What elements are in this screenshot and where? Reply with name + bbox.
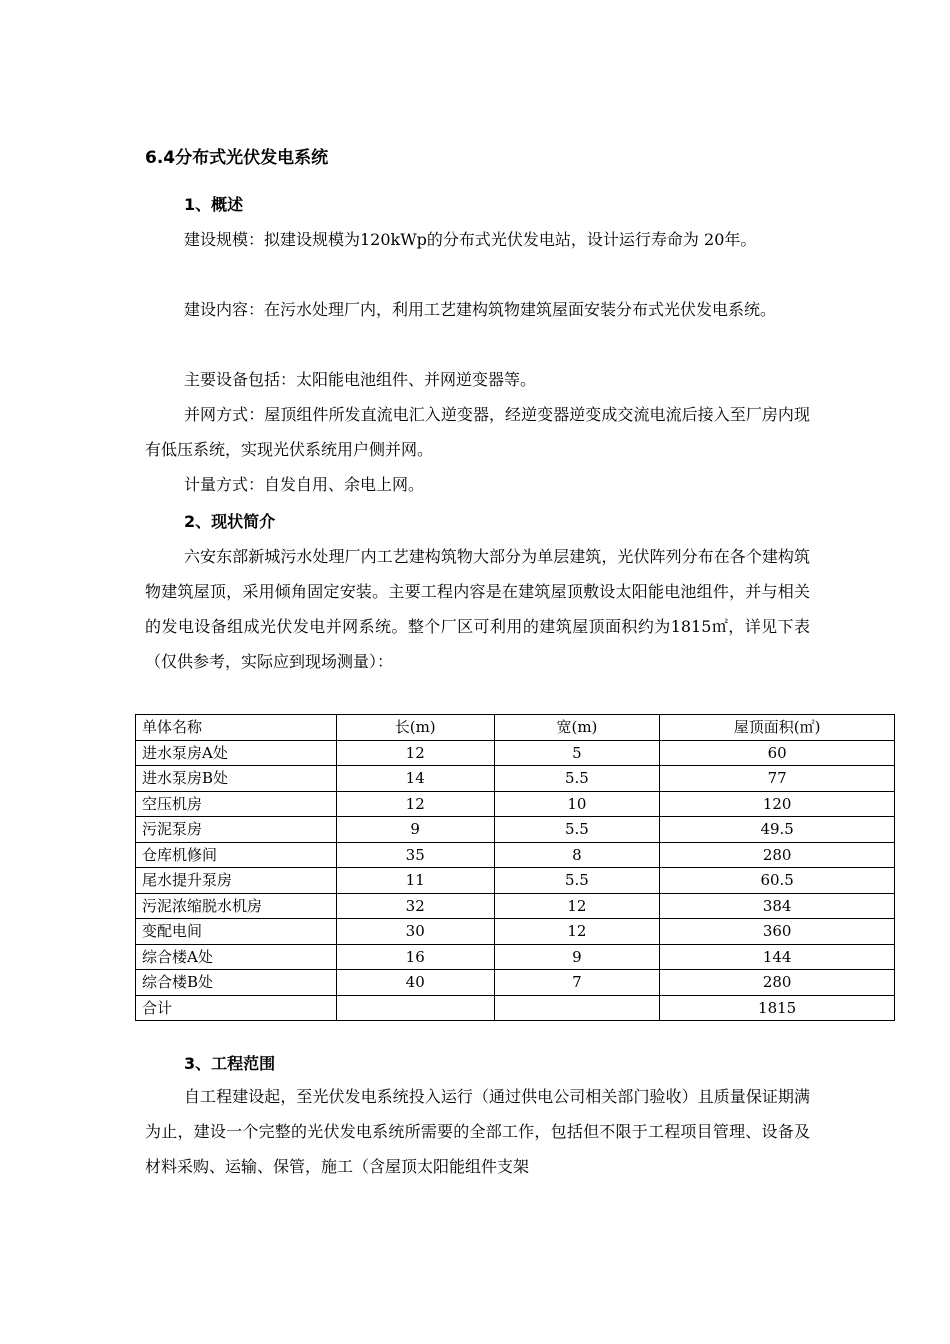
table-cell: 5.5 [494, 766, 660, 792]
table-cell: 280 [660, 970, 895, 996]
table-cell: 综合楼B处 [136, 970, 337, 996]
section-title: 6.4分布式光伏发电系统 [145, 148, 329, 168]
table-cell: 污泥泵房 [136, 817, 337, 843]
overview-equipment-paragraph: 主要设备包括：太阳能电池组件、并网逆变器等。 [184, 370, 537, 389]
overview-metering-paragraph: 计量方式：自发自用、余电上网。 [184, 475, 425, 494]
table-row [136, 893, 895, 919]
table-row [136, 919, 895, 945]
overview-content-paragraph: 建设内容：在污水处理厂内，利用工艺建构筑物建筑屋面安装分布式光伏发电系统。 [184, 300, 777, 319]
table-header-cell: 宽(m) [494, 715, 660, 741]
table-cell: 10 [494, 791, 660, 817]
table-cell: 综合楼A处 [136, 944, 337, 970]
scope-heading: 3、工程范围 [184, 1054, 276, 1073]
table-row [136, 766, 895, 792]
table-cell: 变配电间 [136, 919, 337, 945]
table-cell: 120 [660, 791, 895, 817]
table-cell: 空压机房 [136, 791, 337, 817]
table-row [136, 944, 895, 970]
table-cell: 40 [336, 970, 494, 996]
overview-scale-paragraph: 建设规模：拟建设规模为120kWp的分布式光伏发电站，设计运行寿命为 20年。 [184, 230, 757, 249]
table-header-cell: 屋顶面积(㎡) [660, 715, 895, 741]
table-cell [336, 995, 494, 1021]
table-cell: 11 [336, 868, 494, 894]
table-cell: 9 [336, 817, 494, 843]
table-cell: 8 [494, 842, 660, 868]
table-cell: 144 [660, 944, 895, 970]
status-heading: 2、现状简介 [184, 512, 276, 531]
overview-grid-paragraph: 并网方式：屋顶组件所发直流电汇入逆变器，经逆变器逆变成交流电流后接入至厂房内现有低压系统，实现光伏系统用户侧并网。 [145, 405, 810, 459]
table-row [136, 868, 895, 894]
table-cell: 280 [660, 842, 895, 868]
table-cell: 5.5 [494, 868, 660, 894]
table-cell: 5.5 [494, 817, 660, 843]
table-header-cell: 长(m) [336, 715, 494, 741]
status-paragraph: 六安东部新城污水处理厂内工艺建构筑物大部分为单层建筑，光伏阵列分布在各个建构筑物建筑屋顶，采用倾角固定安装。主要工程内容是在建筑屋顶敷设太阳能电池组件，并与相关的发电设备组成光伏发电并网系统。整个厂区可利用的建筑屋顶面积约为1815㎡，详见下表（仅供参考，实际应到现场测量）： [145, 547, 810, 671]
table-total-row [136, 995, 895, 1021]
table-row [136, 842, 895, 868]
overview-heading: 1、概述 [184, 195, 244, 214]
table-row [136, 970, 895, 996]
table-cell: 32 [336, 893, 494, 919]
table-cell: 14 [336, 766, 494, 792]
scope-paragraph: 自工程建设起，至光伏发电系统投入运行（通过供电公司相关部门验收）且质量保证期满为止，建设一个完整的光伏发电系统所需要的全部工作，包括但不限于工程项目管理、设备及材料采购、运输、保管，施工（含屋顶太阳能组件支架 [145, 1087, 810, 1176]
table-cell: 12 [494, 919, 660, 945]
table-cell: 9 [494, 944, 660, 970]
table-cell: 污泥浓缩脱水机房 [136, 893, 337, 919]
table-cell: 12 [336, 740, 494, 766]
table-cell: 进水泵房B处 [136, 766, 337, 792]
table-cell: 12 [336, 791, 494, 817]
table-cell: 49.5 [660, 817, 895, 843]
table-cell: 7 [494, 970, 660, 996]
table-row [136, 740, 895, 766]
table-cell: 30 [336, 919, 494, 945]
table-cell: 60 [660, 740, 895, 766]
table-cell: 12 [494, 893, 660, 919]
table-cell: 77 [660, 766, 895, 792]
table-cell: 60.5 [660, 868, 895, 894]
table-cell: 合计 [136, 995, 337, 1021]
table-cell: 35 [336, 842, 494, 868]
table-cell: 仓库机修间 [136, 842, 337, 868]
table-header-cell: 单体名称 [136, 715, 337, 741]
table-row [136, 791, 895, 817]
table-cell: 384 [660, 893, 895, 919]
table-cell: 尾水提升泵房 [136, 868, 337, 894]
table-cell: 1815 [660, 995, 895, 1021]
table-cell [494, 995, 660, 1021]
table-row [136, 817, 895, 843]
table-cell: 5 [494, 740, 660, 766]
roof-area-table [135, 714, 895, 1021]
table-cell: 16 [336, 944, 494, 970]
table-cell: 进水泵房A处 [136, 740, 337, 766]
table-header-row [136, 715, 895, 741]
table-cell: 360 [660, 919, 895, 945]
